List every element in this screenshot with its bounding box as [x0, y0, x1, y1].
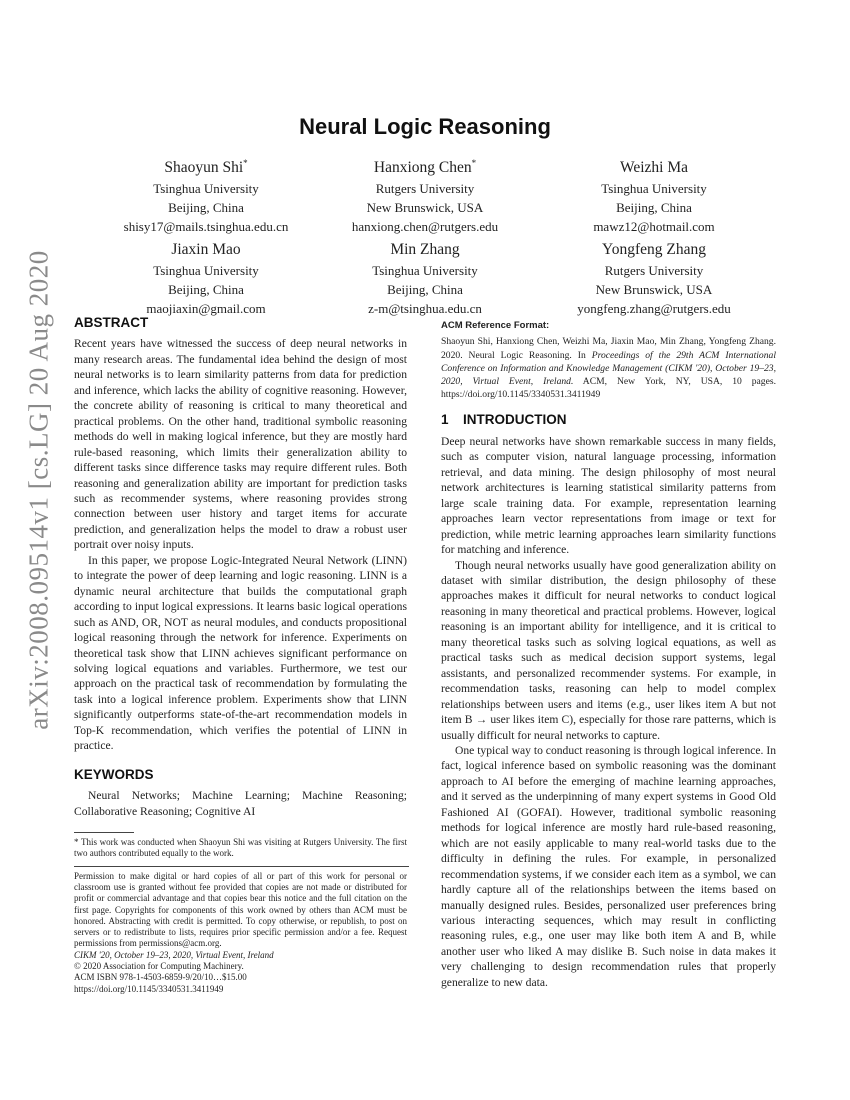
reference-format-text: Shaoyun Shi, Hanxiong Chen, Weizhi Ma, Jiaxin Mao, Min Zhang, Yongfeng Zhang. 2020. Neural Logic Reasoning. In Proceedings of the 29th ACM International Conference on Information and Knowledge Management (CIKM '20), October 19–23, 2020, Virtual Event, Ireland. ACM, New York, NY, USA, 10 pages. https://doi.org/10.1145/3340531.3411949 [441, 336, 776, 401]
author-block [86, 234, 326, 318]
author-email: hanxiong.chen@rutgers.edu [351, 219, 499, 235]
author-block [305, 152, 545, 236]
author-affiliation: Tsinghua University [153, 181, 259, 197]
author-name: Weizhi Ma [619, 159, 689, 177]
author-location: Beijing, China [387, 282, 463, 298]
author-block [305, 234, 545, 318]
author-block [534, 152, 774, 236]
right-column [441, 318, 776, 990]
author-email: z-m@tsinghua.edu.cn [368, 301, 482, 317]
permission-notice: Permission to make digital or hard copies of all or part of this work for personal or classroom use is granted without fee provided that copies are not made or distributed for profit or commercial advantage and that copies bear this notice and the full citation on the first page. Copyrights for components of this work owned by others than ACM must be honored. Abstracting with credit is permitted. To copy otherwise, or republish, to post on servers or to redistribute to lists, requires prior specific permission and/or a fee. Request permissions from permissions@acm.org. [74, 870, 407, 949]
introduction-paragraph: Though neural networks usually have good generalization ability on dataset with similar distribution, the design philosophy of these approaches makes it difficult for neural networks to conduct logical reasoning in many theoretical and practical problems. However, logical reasoning is an important ability for intelligence, and it is critical to many theoretical tasks such as solving logical equations, as well as practical tasks such as medical decision support systems, legal assistants, and personalized recommender systems. For example, in recommendation tasks, reasoning can help to model complex relationships between users and items (e.g., user likes item A but not item B → user likes item C), especially for those rare patterns, which is usually difficult for neural networks to capture. [441, 558, 776, 742]
arxiv-stamp-text: arXiv:2008.09514v1 [cs.LG] 20 Aug 2020 [23, 250, 54, 730]
author-affiliation: Tsinghua University [153, 263, 259, 279]
author-location: New Brunswick, USA [366, 200, 484, 216]
author-location: New Brunswick, USA [595, 282, 713, 298]
isbn-line: ACM ISBN 978-1-4503-6859-9/20/10…$15.00 [74, 972, 247, 983]
author-location: Beijing, China [168, 282, 244, 298]
author-affiliation: Tsinghua University [601, 181, 707, 197]
author-location: Beijing, China [168, 200, 244, 216]
author-affiliation: Tsinghua University [372, 263, 478, 279]
author-name: Hanxiong Chen* [373, 158, 477, 177]
author-email: mawz12@hotmail.com [593, 219, 715, 235]
author-affiliation: Rutgers University [375, 181, 475, 197]
author-name: Shaoyun Shi* [164, 158, 248, 177]
introduction-paragraph: One typical way to conduct reasoning is through logical inference. In fact, logical inference based on symbolic reasoning was the dominant approach to AI before the emerging of machine learning approaches, and it served as the underpinning of many expert systems in Good Old Fashioned AI (GOFAI). However, traditional symbolic reasoning methods for logical inference are mostly hard rule-based reasoning, which are not easily applicable to many real-world tasks due to the difficulty in defining the rules. For example, in personalized recommendation systems, if we consider each item as a symbol, we can hardly capture all of the relationships between the items based on manually designed rules. Besides, personalized user preferences bring various interacting sequences, which may result in conflicting reasoning rules, e.g., one user may like both item A and B, while another user who liked A may dislike B. Such noise in data makes it very challenging to design recommendation rules that properly generalize to new data. [441, 743, 776, 989]
abstract-heading: ABSTRACT [74, 315, 149, 330]
left-column [74, 315, 407, 995]
footnote-text: * This work was conducted when Shaoyun Shi was visiting at Rutgers University. The first two authors contributed equally to the work. [74, 837, 407, 859]
keywords-heading: KEYWORDS [74, 766, 154, 782]
author-affiliation: Rutgers University [604, 263, 704, 279]
introduction-heading: 1 INTRODUCTION [441, 412, 567, 428]
author-block [86, 152, 326, 236]
abstract-paragraph: Recent years have witnessed the success of deep neural networks in many research areas. The fundamental idea behind the design of most neural networks is to learn similarity patterns from data for prediction and inference, which lacks the ability of cognitive reasoning. However, the concrete ability of reasoning is critical to many theoretical and practical problems. On the other hand, traditional symbolic reasoning methods do well in making logical inference, but they are mostly hard rule-based reasoning, which limits their generalization ability to different tasks since difference tasks may require different rules. Both reasoning and generalization ability are important for prediction tasks such as recommender systems, where reasoning provides strong connection between user history and target items for accurate prediction, and generalization helps the model to draw a robust user portrait over noisy inputs. [74, 337, 407, 552]
author-email: yongfeng.zhang@rutgers.edu [577, 301, 731, 317]
abstract-paragraph: In this paper, we propose Logic-Integrated Neural Network (LINN) to integrate the power of deep learning and logic reasoning. LINN is a dynamic neural architecture that builds the computational graph according to input logical expressions. It learns basic logical operations such as AND, OR, NOT as neural modules, and conducts propositional logical reasoning through the network for inference. Experiments on theoretical task show that LINN achieves significant performance on solving logical equations and variables. Furthermore, we test our approach on the practical task of recommendation by formulating the task into a logical inference problem. Experiments show that LINN significantly outperforms state-of-the-art recommendation models in Top-K recommendation, which verifies the potential of LINN in practice. [74, 553, 407, 753]
author-name: Yongfeng Zhang [602, 241, 706, 259]
author-block [534, 234, 774, 318]
copyright-line: © 2020 Association for Computing Machinery. [74, 961, 244, 972]
keywords-text: Neural Networks; Machine Learning; Machine Reasoning; Collaborative Reasoning; Cognitive AI [74, 789, 407, 818]
conference-line: CIKM '20, October 19–23, 2020, Virtual Event, Ireland [74, 949, 274, 960]
permission-divider [74, 866, 409, 867]
footnote-divider [74, 832, 134, 833]
introduction-paragraph: Deep neural networks have shown remarkable success in many fields, such as computer vision, natural language processing, information retrieval, and data mining. The design philosophy of most neural network architectures is learning statistical similarity patterns from large scale training data. For example, representation learning approaches learn vector representations from image or text for prediction, while metric learning approaches learn similarity functions for matching and inference. [441, 434, 776, 557]
reference-format-heading: ACM Reference Format: [441, 320, 550, 331]
author-location: Beijing, China [616, 200, 692, 216]
doi-line: https://doi.org/10.1145/3340531.3411949 [74, 983, 224, 994]
arxiv-identifier-stamp [22, 250, 56, 730]
author-email: shisy17@mails.tsinghua.edu.cn [123, 219, 289, 235]
author-name: Jiaxin Mao [171, 241, 241, 259]
author-email: maojiaxin@gmail.com [146, 301, 266, 317]
paper-title: Neural Logic Reasoning [299, 114, 551, 139]
author-name: Min Zhang [390, 241, 460, 259]
